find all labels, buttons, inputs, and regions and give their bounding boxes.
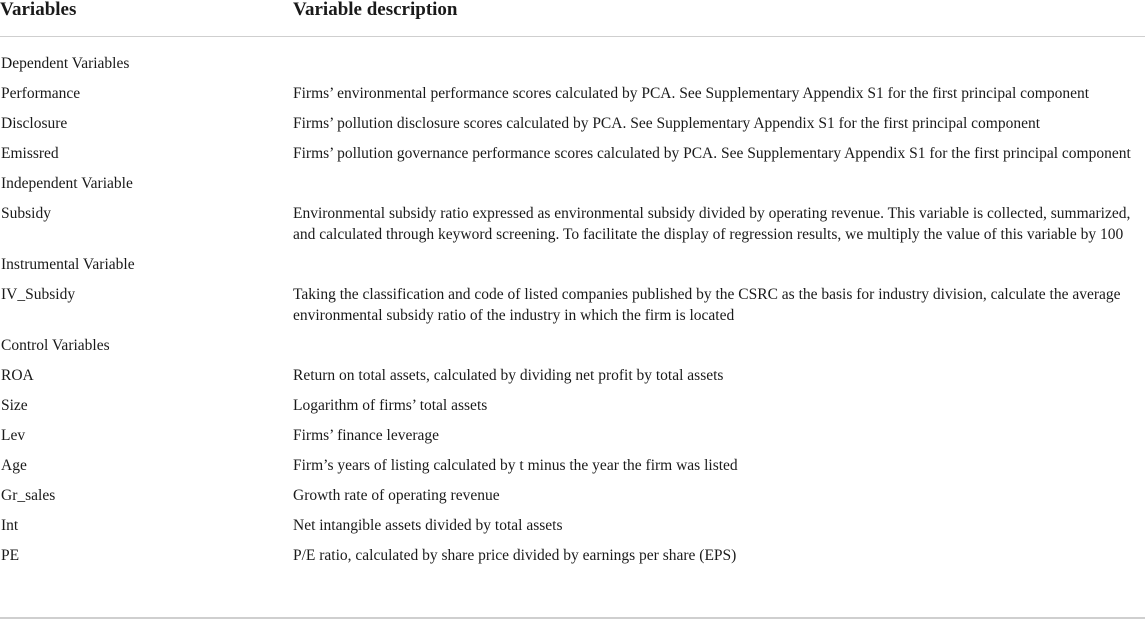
header-variable-description: Variable description: [293, 0, 458, 20]
variable-description: P/E ratio, calculated by share price divided by earnings per share (EPS): [293, 547, 737, 564]
section-description: [293, 53, 1145, 74]
variable-name: Lev: [1, 427, 26, 444]
variable-description: Growth rate of operating revenue: [293, 487, 500, 504]
variable-name: Subsidy: [1, 205, 51, 222]
section-label: Control Variables: [1, 337, 110, 354]
section-row: [0, 173, 1145, 194]
table-row: [0, 284, 1145, 326]
table-bottom-rule: [0, 617, 1145, 619]
section-description: [293, 173, 1145, 194]
variable-name: Size: [1, 397, 28, 414]
table-row: [0, 203, 1145, 245]
variable-description: Logarithm of firms’ total assets: [293, 397, 488, 414]
section-row: [0, 53, 1145, 74]
variable-description: Taking the classification and code of listed companies published by the CSRC as the basis for industry division, calculate the average environmental subsidy ratio of the industry in which the firm is located: [293, 286, 1121, 324]
table-row: [0, 395, 1145, 416]
section-description: [293, 254, 1145, 275]
variable-description: Firms’ environmental performance scores calculated by PCA. See Supplementary Appendix S1 for the first principal component: [293, 85, 1090, 102]
section-description: [293, 335, 1145, 356]
header-variables: Variables: [0, 0, 77, 20]
table-row: [0, 425, 1145, 446]
variable-description: Environmental subsidy ratio expressed as environmental subsidy divided by operating revenue. This variable is collected, summarized, and calculated through keyword screening. To facilitate the display of regression results, we multiply the value of this variable by 100: [293, 205, 1131, 243]
variable-description: Firms’ finance leverage: [293, 427, 440, 444]
variable-name: Emissred: [1, 145, 59, 162]
variable-name: IV_Subsidy: [1, 286, 76, 303]
table-row: [0, 113, 1145, 134]
section-label: Dependent Variables: [1, 55, 130, 72]
variable-description: Firm’s years of listing calculated by t minus the year the firm was listed: [293, 457, 738, 474]
variable-description: Firms’ pollution governance performance scores calculated by PCA. See Supplementary Appendix S1 for the first principal component: [293, 145, 1131, 162]
variable-name: Gr_sales: [1, 487, 56, 504]
variable-description: Firms’ pollution disclosure scores calculated by PCA. See Supplementary Appendix S1 for the first principal component: [293, 115, 1041, 132]
table-row: [0, 455, 1145, 476]
section-label: Instrumental Variable: [1, 256, 135, 273]
variable-description: Return on total assets, calculated by dividing net profit by total assets: [293, 367, 724, 384]
variable-name: Int: [1, 517, 19, 534]
variable-name: PE: [1, 547, 20, 564]
table-header: [0, 0, 1145, 37]
table-row: [0, 83, 1145, 104]
section-label: Independent Variable: [1, 175, 133, 192]
table-body: [0, 53, 1145, 575]
section-row: [0, 335, 1145, 356]
table-row: [0, 143, 1145, 164]
section-row: [0, 254, 1145, 275]
variable-description: Net intangible assets divided by total assets: [293, 517, 563, 534]
table-row: [0, 545, 1145, 566]
variable-name: Disclosure: [1, 115, 68, 132]
variable-name: Performance: [1, 85, 81, 102]
table-row: [0, 365, 1145, 386]
variable-name: ROA: [1, 367, 34, 384]
table-row: [0, 485, 1145, 506]
table-row: [0, 515, 1145, 536]
variable-name: Age: [1, 457, 27, 474]
